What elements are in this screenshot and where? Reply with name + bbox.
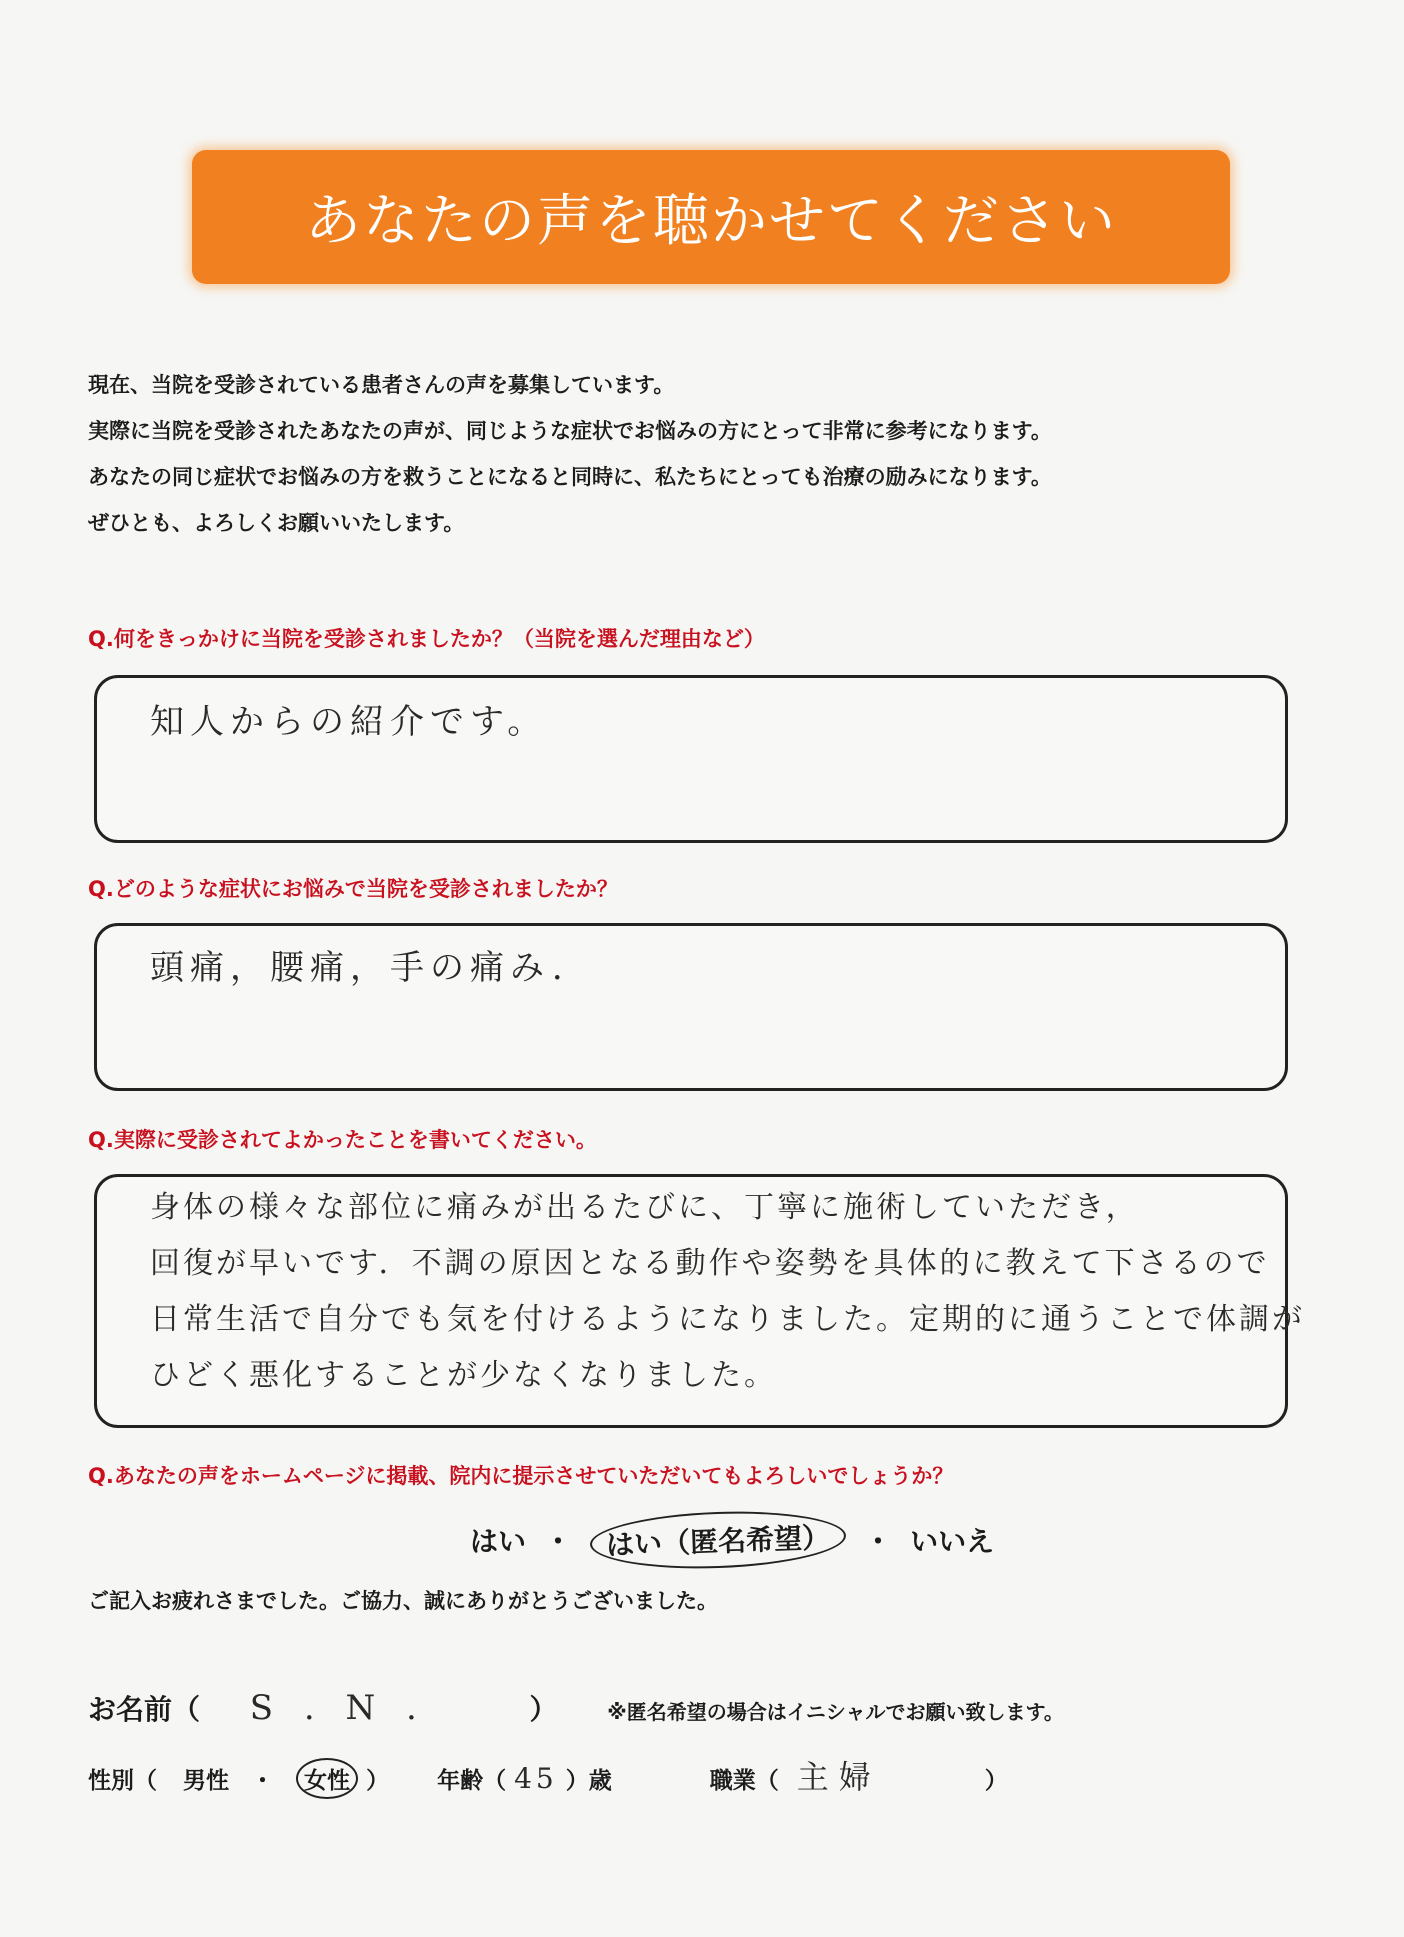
details-row — [88, 1752, 1008, 1799]
title-banner — [192, 150, 1230, 284]
intro-line: ぜひとも、よろしくお願いいたします。 — [88, 511, 465, 535]
name-note: ※匿名希望の場合はイニシャルでお願い致します。 — [607, 1700, 1064, 1724]
answer-2-text: 頭痛，腰痛，手の痛み． — [150, 948, 593, 988]
option-separator: ・ — [544, 1525, 573, 1558]
intro-line: 実際に当院を受診されたあなたの声が、同じような症状でお悩みの方にとって非常に参考になります。 — [88, 419, 1052, 443]
question-3: Q.実際に受診されてよかったことを書いてください。 — [88, 1128, 597, 1152]
consent-yes-anonymous-option[interactable]: はい（匿名希望） — [589, 1508, 847, 1573]
answer-3-text — [150, 1180, 1305, 1404]
option-separator: ・ — [864, 1525, 893, 1558]
job-value[interactable]: 主婦 — [796, 1758, 881, 1796]
consent-no-option[interactable]: いいえ — [910, 1525, 995, 1558]
name-row — [88, 1688, 1064, 1728]
age-label: 年齢（ — [437, 1768, 507, 1794]
answer-3-line: ひどく悪化することが少なくなりました。 — [150, 1358, 777, 1393]
thanks-message: ご記入お疲れさまでした。ご協力、誠にありがとうございました。 — [88, 1589, 718, 1613]
name-close: ） — [529, 1693, 558, 1726]
answer-3-line: 回復が早いです．不調の原因となる動作や姿勢を具体的に教えて下さるので — [150, 1246, 1270, 1281]
name-label: お名前（ — [88, 1693, 201, 1726]
answer-3-line: 身体の様々な部位に痛みが出るたびに、丁寧に施術していただき， — [150, 1190, 1139, 1225]
gender-male-option[interactable]: 男性 — [183, 1768, 230, 1794]
name-value[interactable]: S . N . — [249, 1688, 427, 1728]
gender-female-option[interactable]: 女性 — [296, 1758, 358, 1799]
job-label: 職業（ — [709, 1768, 779, 1794]
answer-1-text: 知人からの紹介です。 — [150, 702, 548, 742]
page-title: あなたの声を聴かせてください — [305, 189, 1117, 254]
answer-3-line: 日常生活で自分でも気を付けるようになりました。定期的に通うことで体調が — [150, 1302, 1305, 1337]
age-close: ）歳 — [565, 1768, 612, 1794]
question-2: Q.どのような症状にお悩みで当院を受診されましたか？ — [88, 877, 618, 901]
gender-separator: ・ — [251, 1768, 275, 1794]
intro-line: あなたの同じ症状でお悩みの方を救うことになると同時に、私たちにとっても治療の励みになります。 — [88, 465, 1052, 489]
age-value[interactable]: 45 — [514, 1762, 558, 1795]
job-close: ） — [984, 1768, 1008, 1794]
intro-line: 現在、当院を受診されている患者さんの声を募集しています。 — [88, 373, 675, 397]
question-1: Q.何をきっかけに当院を受診されましたか？（当院を選んだ理由など） — [88, 627, 765, 651]
consent-options — [470, 1512, 994, 1568]
question-4: Q.あなたの声をホームページに掲載、院内に提示させていただいてもよろしいでしょうか？ — [88, 1464, 954, 1488]
gender-label: 性別（ — [88, 1768, 157, 1794]
intro-text — [88, 362, 1328, 546]
gender-close: ） — [366, 1768, 390, 1794]
consent-yes-option[interactable]: はい — [470, 1525, 527, 1558]
